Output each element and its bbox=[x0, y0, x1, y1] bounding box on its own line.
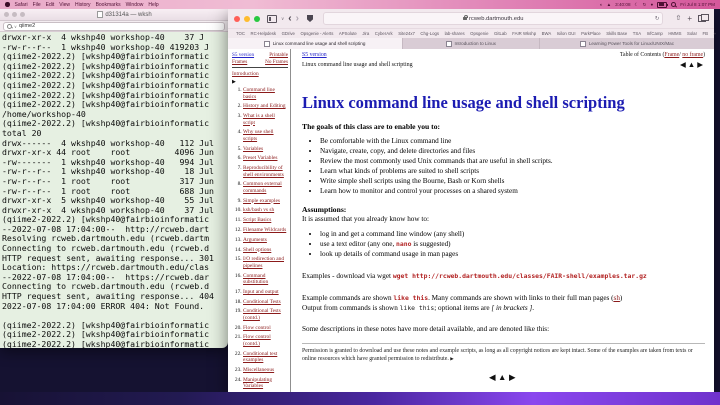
tab-favicon bbox=[580, 41, 586, 47]
menu-item[interactable]: Bookmarks bbox=[95, 1, 121, 8]
toc-item[interactable] bbox=[243, 273, 288, 286]
timer-status[interactable]: 3:40:08 bbox=[615, 2, 631, 7]
brackets-sample: [ in brackets ] bbox=[491, 304, 533, 312]
toc-item[interactable] bbox=[243, 237, 288, 243]
bookmarks-bar bbox=[228, 28, 714, 38]
toc-item-link[interactable]: Reproducibility of shell environments bbox=[243, 165, 284, 178]
menu-bar-clock[interactable]: Fri Jul 8 1:07 PM bbox=[680, 2, 715, 7]
terminal-output[interactable] bbox=[0, 32, 228, 350]
terminal-line: (qiime2-2022.2) [wkshp40@fairbioinformatic bbox=[2, 70, 210, 81]
permission-notice: Permission is granted to download and use these notes and example scripts, as long as all copyright notices are kept intact. Some of the examples are taken from texts or online resources which have granted permission to redistribute. ▶ bbox=[302, 348, 693, 363]
bookmark-item[interactable]: InfCamp bbox=[646, 31, 663, 36]
page-nav-arrows bbox=[620, 61, 705, 68]
menu-item[interactable]: Window bbox=[125, 1, 144, 8]
terminal-window-controls bbox=[4, 12, 25, 17]
tab-favicon bbox=[446, 41, 452, 47]
terminal-title-text: d31314a — wksh bbox=[105, 11, 152, 18]
terminal-line: (qiime2-2022.2) [wkshp40@fairbioinformatic bbox=[2, 99, 210, 110]
toc-item[interactable] bbox=[243, 146, 288, 152]
minimize-button[interactable] bbox=[244, 16, 250, 22]
prev-page-icon[interactable]: ◀ bbox=[488, 371, 499, 382]
terminal-line: (qiime2-2022.2) [wkshp40@fairbioinformatic bbox=[2, 214, 210, 225]
toc-item[interactable] bbox=[243, 334, 288, 347]
browser-window bbox=[228, 9, 714, 393]
toc-item-link[interactable]: Arguments bbox=[243, 236, 267, 243]
goals-heading: The goals of this class are to enable you to: bbox=[302, 122, 441, 131]
command-style-note: Example commands are shown like this. Many commands are shown with links to their full man pages (sh) Output from commands is shown like this; optional items are [ in brackets ]. bbox=[302, 294, 623, 312]
terminal-line: (qiime2-2022.2) [wkshp40@fairbioinformatic bbox=[2, 79, 210, 90]
bookmark-item[interactable]: GDrive bbox=[281, 31, 295, 36]
assumptions-intro: It is assumed that you already know how to: bbox=[302, 215, 429, 223]
display-icon[interactable]: ◐ bbox=[599, 1, 603, 7]
terminal-line: (qiime2-2022.2) [wkshp40@fairbioinformatic bbox=[2, 118, 210, 129]
terminal-line: HTTP request sent, awaiting response... 404 bbox=[2, 291, 214, 302]
toc-item-link[interactable]: Conditional Tests (contd.) bbox=[243, 308, 281, 321]
bookmark-item[interactable]: ParkPlace bbox=[581, 31, 601, 36]
next-page-icon[interactable]: ▶ bbox=[697, 60, 705, 69]
record-icon[interactable]: ● bbox=[650, 1, 654, 7]
terminal-line: drwx------ 4 wkshp40 workshop-40 112 Jul bbox=[2, 137, 214, 148]
current-section-marker: ▶ bbox=[232, 80, 236, 86]
frames-link[interactable]: Frames bbox=[232, 58, 248, 65]
menu-item[interactable]: File bbox=[32, 1, 41, 8]
battery-icon[interactable] bbox=[657, 2, 667, 8]
close-button[interactable] bbox=[4, 12, 9, 17]
sidebar-toggle-icon[interactable] bbox=[267, 15, 277, 23]
bookmark-item[interactable]: TOC bbox=[236, 31, 245, 36]
terminal-line: drwxr-xr-x 5 wkshp40 workshop-40 55 Jul bbox=[2, 195, 214, 206]
address-url-text: rcweb.dartmouth.edu bbox=[468, 15, 524, 22]
toc-item-link[interactable]: Manipulating Variables bbox=[243, 376, 273, 389]
tab-introduction-to-linux[interactable] bbox=[403, 38, 541, 49]
toc-item[interactable] bbox=[243, 113, 288, 126]
sh-man-link[interactable]: sh bbox=[613, 294, 620, 302]
terminal-title-bar bbox=[0, 9, 228, 21]
terminal-line: -rw------- 1 wkshp40 workshop-40 994 Jul bbox=[2, 156, 214, 167]
terminal-line: Resolving rcweb.dartmouth.edu (rcweb.dartm bbox=[2, 233, 210, 244]
toc-item[interactable] bbox=[243, 351, 288, 364]
terminal-line: -rw-r--r-- 1 root root 688 Jun bbox=[2, 185, 214, 196]
toc-noframe-link[interactable]: no frame bbox=[682, 52, 704, 58]
toc-item[interactable] bbox=[243, 377, 288, 390]
page-header bbox=[302, 52, 705, 69]
menu-bar bbox=[0, 0, 720, 9]
bookmark-item[interactable]: GitLab bbox=[494, 31, 507, 36]
bottom-nav-arrows bbox=[302, 372, 705, 383]
close-button[interactable] bbox=[234, 16, 240, 22]
toc-item[interactable] bbox=[243, 129, 288, 142]
examples-line: Examples - download via wget wget http://rcweb.dartmouth.edu/classes/FAIR-shell/examples.tar.gz bbox=[302, 272, 647, 280]
toc-slash: / bbox=[679, 52, 683, 58]
find-query-text: qiime2 bbox=[18, 23, 36, 29]
bookmark-item[interactable]: FAIR Wkshp bbox=[512, 31, 537, 36]
up-page-icon[interactable]: ▲ bbox=[687, 60, 698, 69]
toc-item-link[interactable]: Variables bbox=[243, 145, 264, 152]
privacy-shield-icon[interactable] bbox=[307, 15, 313, 22]
terminal-line: Location: https://rcweb.dartmouth.edu/clas bbox=[2, 262, 210, 273]
sidebar-divider bbox=[232, 67, 288, 68]
bookmark-item[interactable]: lab-shares bbox=[444, 31, 465, 36]
goal-item: • Navigate, create, copy, and delete directories and files bbox=[320, 146, 705, 156]
terminal-line: total 20 bbox=[2, 127, 42, 138]
goals-list bbox=[302, 136, 705, 196]
forward-button[interactable]: › bbox=[295, 12, 299, 24]
back-button[interactable]: ‹ bbox=[288, 12, 292, 24]
menu-item[interactable]: History bbox=[75, 1, 91, 8]
menu-item[interactable]: Safari bbox=[14, 1, 28, 8]
desktop-wallpaper-strip bbox=[0, 392, 720, 405]
wget-command[interactable]: wget http://rcweb.dartmouth.edu/classes/FAIR-shell/examples.tar.gz bbox=[392, 272, 647, 280]
terminal-line: -rw-r--r-- 1 wkshp40 workshop-40 18 Jul bbox=[2, 166, 214, 177]
introduction-link[interactable]: Introduction bbox=[232, 71, 259, 78]
browser-toolbar bbox=[228, 9, 714, 28]
toc-label: Table of Contents ( bbox=[619, 52, 665, 58]
page-subtitle: Linux command line usage and shell scripting bbox=[302, 62, 413, 68]
bookmark-item[interactable]: Chg-Logs bbox=[420, 31, 440, 36]
s5-version-link[interactable]: S5 version bbox=[232, 52, 255, 58]
bookmark-item[interactable]: Isilon GUI bbox=[556, 31, 576, 36]
terminal-window-title bbox=[25, 11, 224, 18]
menu-items bbox=[15, 2, 159, 8]
printable-link[interactable]: Printable bbox=[269, 52, 288, 58]
terminal-line: (qiime2-2022.2) [wkshp40@fairbioinformatic bbox=[2, 51, 210, 62]
tab-favicon bbox=[264, 41, 270, 47]
toc-item[interactable] bbox=[243, 247, 288, 253]
toc-frame bbox=[228, 49, 291, 403]
terminal-line: /home/workshop-40 bbox=[2, 108, 86, 119]
page-title: Linux command line usage and shell scripting bbox=[302, 93, 625, 112]
tab-linux-shell-scripting[interactable] bbox=[228, 38, 403, 49]
spotlight-icon[interactable] bbox=[671, 2, 676, 7]
toc-item[interactable] bbox=[243, 87, 288, 100]
toc-item-link[interactable]: Command substitution bbox=[243, 272, 269, 285]
volume-icon[interactable]: ▲ bbox=[606, 1, 612, 7]
toc-item[interactable] bbox=[243, 325, 288, 331]
sync-icon[interactable]: ↻ bbox=[642, 1, 647, 7]
lock-icon bbox=[463, 17, 467, 20]
bookmark-item[interactable]: » bbox=[713, 31, 716, 36]
terminal-find-bar bbox=[0, 21, 228, 32]
terminal-line: drwxr-xr-x 4 wkshp40 workshop-40 37 J bbox=[2, 32, 205, 42]
toc-item-link[interactable]: Flow control bbox=[243, 324, 271, 331]
goal-item: • Review the most commonly used Unix commands that are useful in shell scripts. bbox=[320, 156, 705, 166]
bookmark-item[interactable]: FB bbox=[702, 31, 708, 36]
toc-item-link[interactable]: Preset Variables bbox=[243, 155, 278, 162]
bookmark-item[interactable]: Jira bbox=[362, 31, 370, 36]
toc-item[interactable] bbox=[243, 207, 288, 213]
share-icon[interactable]: ⇧ bbox=[675, 14, 682, 22]
toc-item-link[interactable]: Why use shell scripts bbox=[243, 129, 274, 142]
toc-item-link[interactable]: Simple examples bbox=[243, 197, 280, 204]
no-frames-link[interactable]: No Frames bbox=[265, 58, 288, 65]
toc-item[interactable] bbox=[243, 308, 288, 321]
toc-item-link[interactable]: Script Basics bbox=[243, 217, 272, 224]
tab-overview-icon[interactable] bbox=[698, 15, 706, 22]
toc-item[interactable] bbox=[243, 299, 288, 305]
tab-learning-power-tools[interactable] bbox=[540, 38, 714, 49]
minimize-button[interactable] bbox=[12, 12, 17, 17]
toc-item-link[interactable]: Miscellaneous bbox=[243, 366, 275, 373]
bookmark-item[interactable]: Skills Base bbox=[606, 31, 628, 36]
terminal-line: Connecting to rcweb.dartmouth.edu (rcweb.d bbox=[2, 243, 210, 254]
terminal-line: (qiime2-2022.2) [wkshp40@fairbioinformatic bbox=[2, 319, 210, 330]
goal-item: • Write simple shell scripts using the Bourne, Bash or Korn shells bbox=[320, 176, 705, 186]
output-sample: like this bbox=[399, 304, 435, 312]
new-tab-icon[interactable]: + bbox=[687, 13, 692, 23]
terminal-line: (qiime2-2022.2) [wkshp40@fairbioinformatic bbox=[2, 329, 210, 340]
toc-item[interactable] bbox=[243, 217, 288, 223]
goal-item: • Learn what kinds of problems are suited to shell scripts bbox=[320, 166, 705, 176]
goal-item: • Learn how to monitor and control your processes on a shared system bbox=[320, 186, 705, 196]
toolbar-right-icons bbox=[675, 15, 708, 22]
assumptions-list bbox=[302, 229, 705, 259]
toc-item[interactable] bbox=[243, 181, 288, 194]
tab-label: Introduction to Linux bbox=[454, 41, 496, 46]
reload-icon[interactable]: ↻ bbox=[654, 15, 660, 22]
toc-item-link[interactable]: What is a shell script bbox=[243, 113, 275, 126]
toc-item-link[interactable]: Flow control (contd.) bbox=[243, 334, 271, 347]
address-bar[interactable] bbox=[323, 12, 663, 25]
toc-item-link[interactable]: ksh/bash vs sh bbox=[243, 207, 275, 214]
bookmark-item[interactable]: TSA bbox=[632, 31, 642, 36]
toc-item-link[interactable]: Input and output bbox=[243, 288, 279, 295]
bookmark-item[interactable]: Opsgenie - Alerts bbox=[300, 31, 334, 36]
terminal-window bbox=[0, 9, 228, 348]
toc-item-link[interactable]: I/O redirection and pipelines bbox=[243, 256, 285, 269]
main-frame bbox=[291, 49, 714, 403]
up-page-icon[interactable]: ▲ bbox=[498, 371, 509, 382]
assumption-item: • look up details of command usage in man pages bbox=[320, 249, 705, 259]
menu-item[interactable]: View bbox=[59, 1, 70, 8]
toc-label-close: ) bbox=[703, 52, 705, 58]
terminal-line: drwxr-xr-x 4 wkshp40 workshop-40 37 Jul bbox=[2, 204, 214, 215]
bookmark-item[interactable]: HMMS bbox=[668, 31, 682, 36]
tab-label: Learning Power Tools for Linux/UNIX/Mac bbox=[588, 41, 675, 46]
bookmark-item[interactable]: Site24x7 bbox=[398, 31, 415, 36]
tab-bar bbox=[228, 38, 714, 49]
prev-page-icon[interactable]: ◀ bbox=[680, 60, 688, 69]
bookmark-item[interactable]: CyberArk bbox=[374, 31, 393, 36]
document-icon bbox=[97, 11, 103, 18]
terminal-find-input[interactable] bbox=[3, 22, 225, 31]
menu-bar-status-area bbox=[600, 2, 715, 8]
terminal-line: (qiime2-2022.2) [wkshp40@fairbioinformatic bbox=[2, 339, 210, 349]
toc-item[interactable] bbox=[243, 256, 288, 269]
assumption-item: • log in and get a command line window (any shell) bbox=[320, 229, 705, 239]
terminal-line: -rw-r--r-- 1 wkshp40 workshop-40 419203 J bbox=[2, 41, 210, 52]
content-divider bbox=[302, 343, 705, 344]
toc-item-link[interactable]: Shell options bbox=[243, 246, 272, 253]
s5-version-link[interactable]: S5 version bbox=[302, 52, 327, 58]
toc-item[interactable] bbox=[243, 155, 288, 161]
bookmark-item[interactable]: BWA bbox=[541, 31, 552, 36]
terminal-line: (qiime2-2022.2) [wkshp40@fairbioinformatic bbox=[2, 60, 210, 71]
chevron-down-icon: ∨ bbox=[14, 23, 17, 29]
assumption-item: • use a text editor (any one, nano is suggested) bbox=[320, 239, 705, 249]
toc-item[interactable] bbox=[243, 198, 288, 204]
nano-code: nano bbox=[396, 240, 412, 248]
menu-item[interactable]: Edit bbox=[45, 1, 55, 8]
detail-note: Some descriptions in these notes have more detail available, and are denoted like this: bbox=[302, 325, 550, 333]
toc-list bbox=[232, 87, 288, 389]
bookmark-item[interactable]: RC-Helpdesk bbox=[250, 31, 277, 36]
toc-item-link[interactable]: Command line basics bbox=[243, 87, 275, 100]
bookmark-item[interactable]: Opsgenie bbox=[470, 31, 489, 36]
toc-item-link[interactable]: History and Editing bbox=[243, 103, 286, 110]
terminal-line: --2022-07-08 17:04:00-- http://rcweb.dart bbox=[2, 223, 210, 234]
toc-item-link[interactable]: Conditional test examples bbox=[243, 350, 278, 363]
chevron-down-icon[interactable]: ∨ bbox=[281, 15, 285, 21]
moon-icon[interactable]: ☾ bbox=[634, 1, 639, 7]
terminal-line: Connecting to rcweb.dartmouth.edu (rcweb.d bbox=[2, 281, 210, 292]
search-icon bbox=[7, 24, 12, 29]
toc-item[interactable] bbox=[243, 227, 288, 233]
goal-item: • Be comfortable with the Linux command line bbox=[320, 136, 705, 146]
bookmark-item[interactable]: APSolute bbox=[338, 31, 357, 36]
terminal-line: (qiime2-2022.2) [wkshp40@fairbioinformatic bbox=[2, 89, 210, 100]
toc-item[interactable] bbox=[243, 289, 288, 295]
toc-item-link[interactable]: Common external commands bbox=[243, 181, 282, 194]
toc-item-link[interactable]: Filename Wildcards bbox=[243, 226, 287, 233]
bookmark-item[interactable]: Solar bbox=[686, 31, 697, 36]
toc-item[interactable] bbox=[243, 165, 288, 178]
terminal-line: 2022-07-08 17:04:00 ERROR 404: Not Found. bbox=[2, 300, 205, 311]
toc-frame-link[interactable]: Frame bbox=[664, 52, 680, 58]
terminal-line: drwxr-xr-x 44 root root 4096 Jun bbox=[2, 147, 214, 158]
menu-item[interactable]: Help bbox=[148, 1, 159, 8]
terminal-line: HTTP request sent, awaiting response... 301 bbox=[2, 252, 214, 263]
assumptions-heading: Assumptions: bbox=[302, 205, 347, 214]
cursor-marker-icon: ▶ bbox=[450, 356, 454, 362]
terminal-line: --2022-07-08 17:04:00-- https://rcweb.dar bbox=[2, 271, 210, 282]
next-page-icon[interactable]: ▶ bbox=[508, 371, 518, 382]
toc-item[interactable] bbox=[243, 103, 288, 109]
apple-menu-icon[interactable] bbox=[5, 2, 10, 7]
like-this-sample: like this bbox=[393, 294, 429, 302]
page-content bbox=[228, 49, 714, 403]
terminal-line: -rw-r--r-- 1 root root 317 Jun bbox=[2, 175, 214, 186]
zoom-button[interactable] bbox=[254, 16, 260, 22]
toc-item-link[interactable]: Conditional Tests bbox=[243, 298, 281, 305]
tab-label: Linux command line usage and shell scripting bbox=[272, 41, 366, 46]
toc-item[interactable] bbox=[243, 367, 288, 373]
